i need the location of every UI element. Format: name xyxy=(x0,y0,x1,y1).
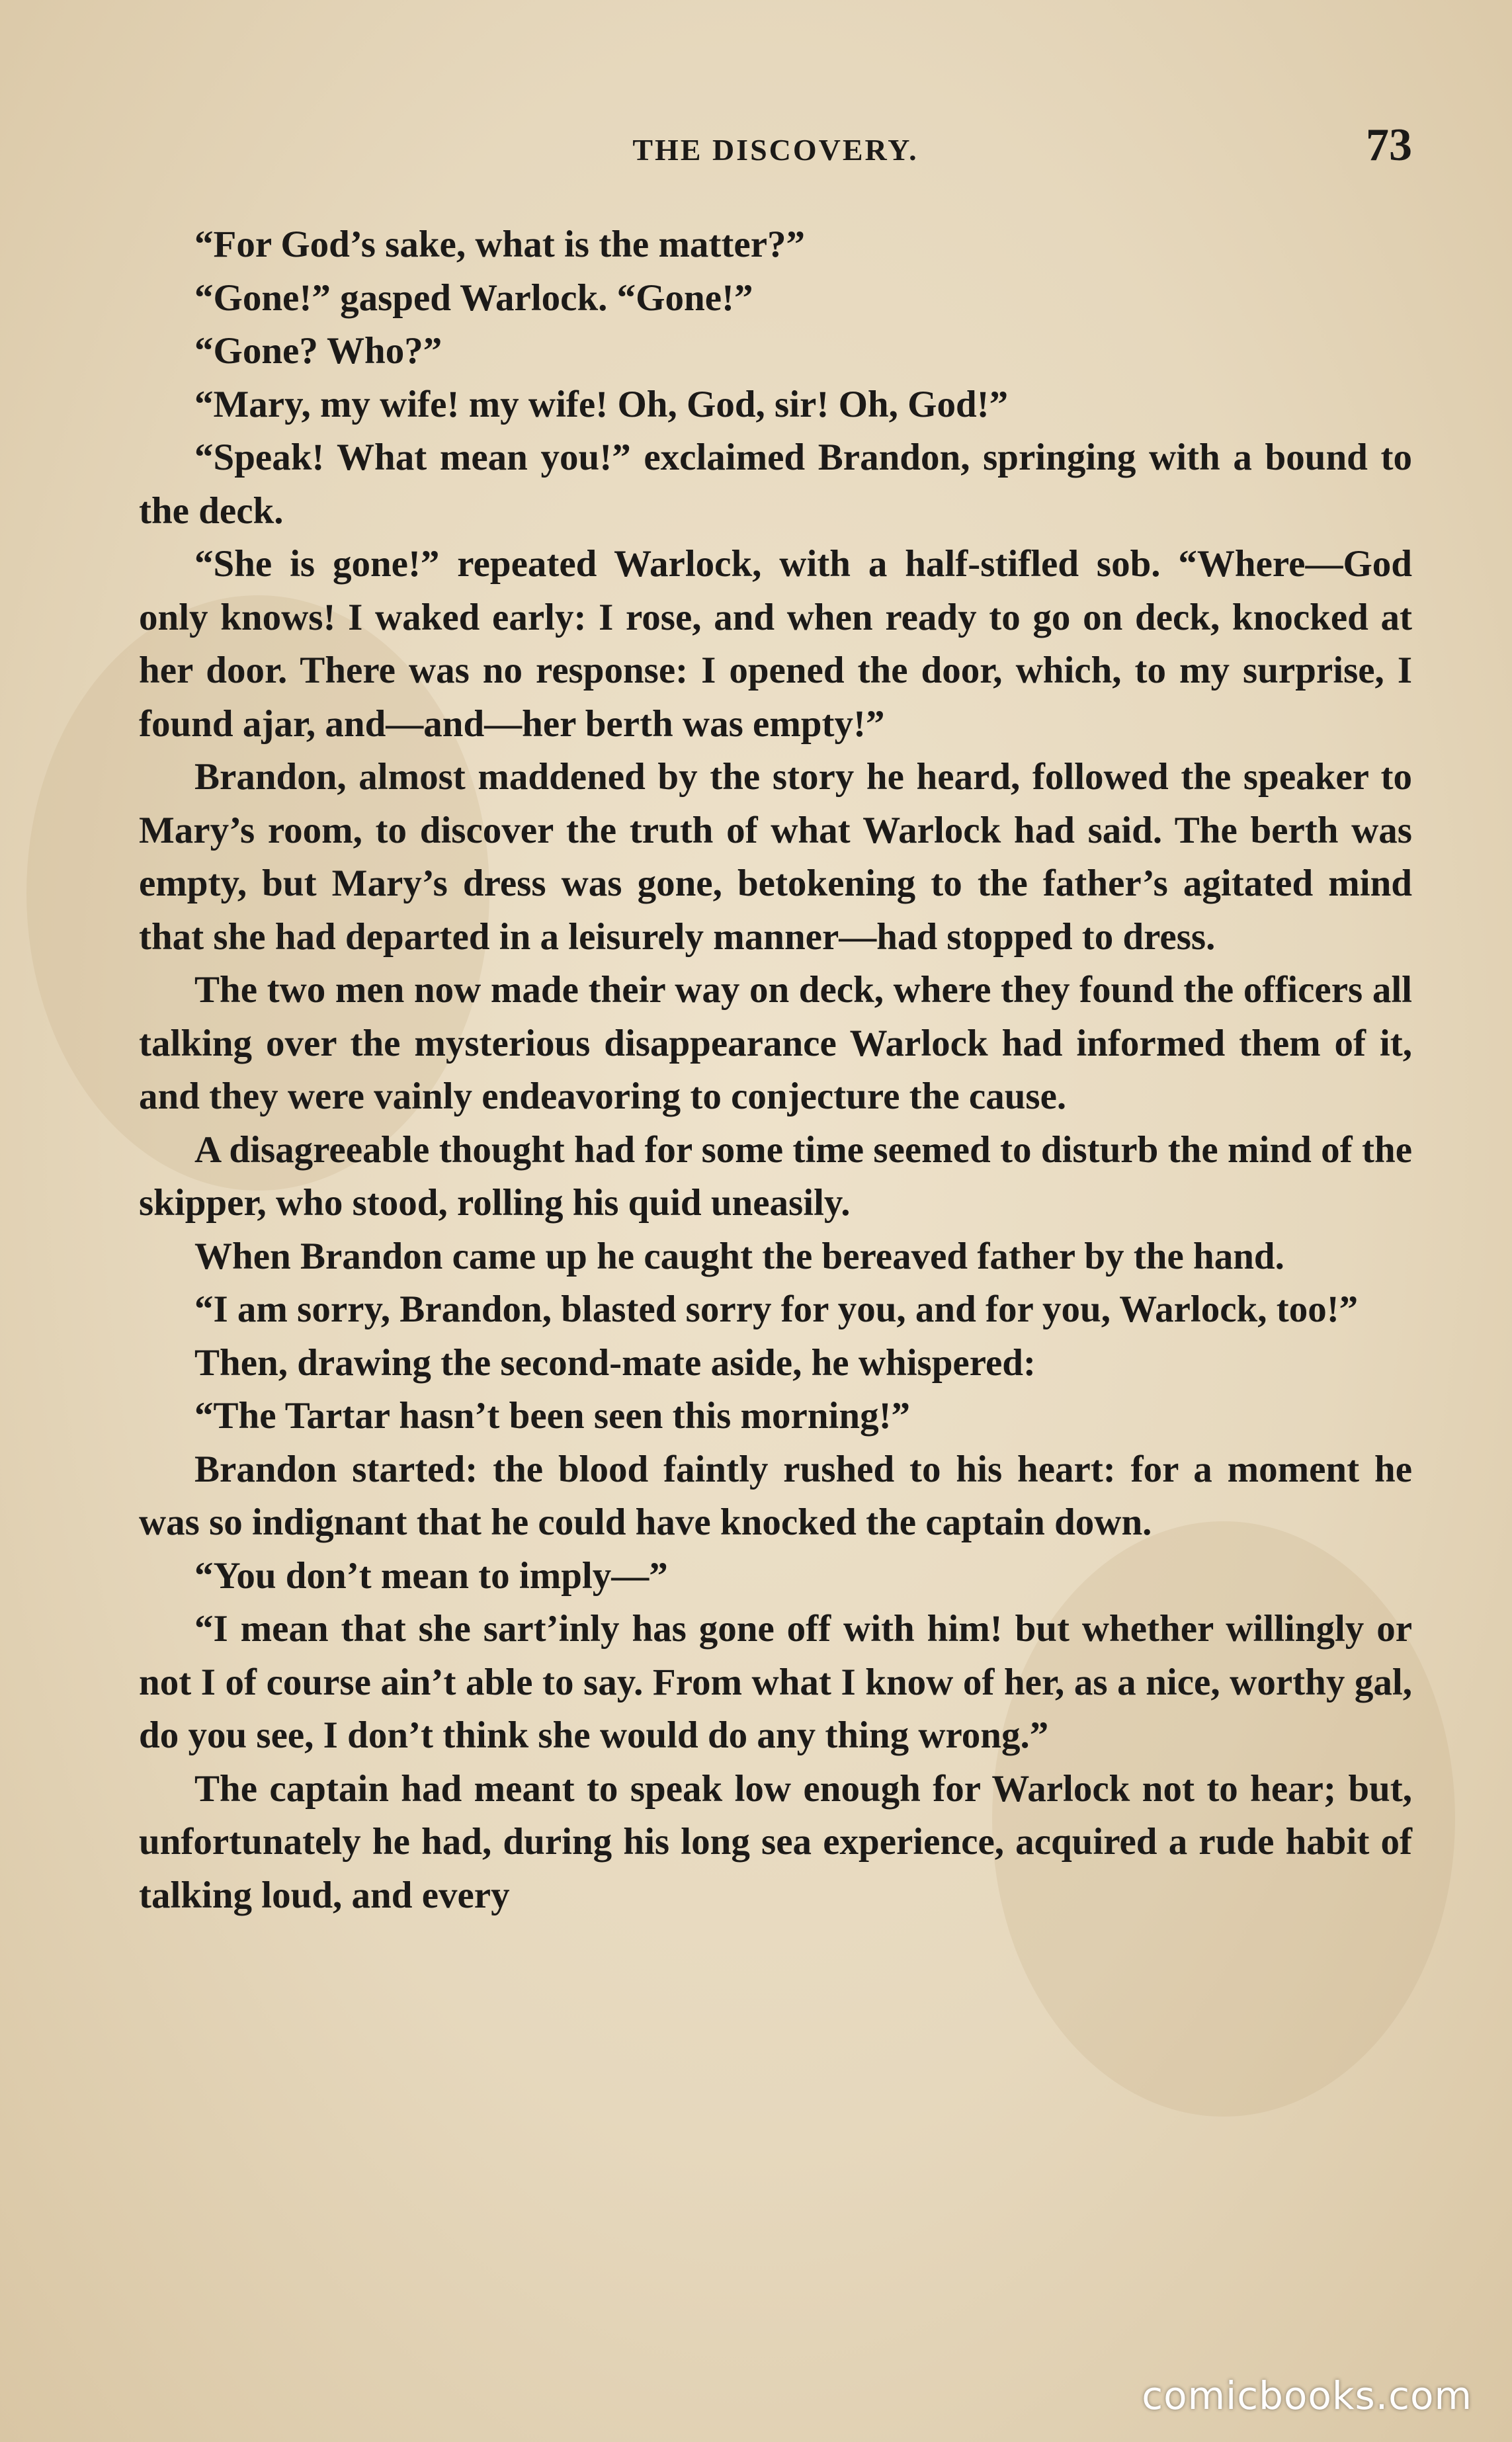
paragraph: “I mean that she sart’inly has gone off with him! but whether willingly or not I of course ain’t able to say. From what I know of her, as a nice, worthy gal, do you see, I don’t think she would do any thing wrong.” xyxy=(139,1608,1412,1756)
paragraph: “Speak! What mean you!” exclaimed Brandon, springing with a bound to the deck. xyxy=(139,437,1412,532)
paragraph: “The Tartar hasn’t been seen this morning!” xyxy=(194,1395,911,1437)
paragraph: The captain had meant to speak low enough for Warlock not to hear; but, unfortunately he had, during his long sea experience, acquired a rude habit of talking loud, and every xyxy=(139,1767,1412,1916)
paragraph: “You don’t mean to imply—” xyxy=(194,1554,668,1597)
paragraph: The two men now made their way on deck, where they found the officers all talking over the mysterious disappearance Warlock had informed them of it, and they were vainly endeavoring to conjecture the cause. xyxy=(139,969,1412,1117)
paragraph: Brandon, almost maddened by the story he heard, followed the speaker to Mary’s room, to discover the truth of what Warlock had said. The berth was empty, but Mary’s dress was gone, betokening to the father’s agitated mind that she had departed in a leisurely manner—had stopped to dress. xyxy=(139,756,1412,958)
paragraph: “Gone? Who?” xyxy=(194,330,442,372)
paragraph: “Mary, my wife! my wife! Oh, God, sir! Oh, God!” xyxy=(194,383,1009,425)
body-text xyxy=(139,218,1412,1922)
paragraph: “For God’s sake, what is the matter?” xyxy=(194,224,805,265)
paragraph: When Brandon came up he caught the bereaved father by the hand. xyxy=(194,1235,1284,1277)
page-number: 73 xyxy=(1366,120,1412,171)
paragraph: “She is gone!” repeated Warlock, with a half-stifled sob. “Where—God only knows! I waked early: I rose, and when ready to go on deck, knocked at her door. There was no response: I opened the door, which, to my surprise, I found ajar, and—and—her berth was empty!” xyxy=(139,543,1412,745)
paragraph: “Gone!” gasped Warlock. “Gone!” xyxy=(194,276,753,319)
running-title: THE DISCOVERY. xyxy=(632,133,919,167)
paragraph: “I am sorry, Brandon, blasted sorry for you, and for you, Warlock, too!” xyxy=(194,1288,1359,1330)
paragraph: Then, drawing the second-mate aside, he whispered: xyxy=(194,1341,1036,1384)
paragraph: A disagreeable thought had for some time seemed to disturb the mind of the skipper, who stood, rolling his quid uneasily. xyxy=(139,1128,1412,1224)
watermark: comicbooks.com xyxy=(1142,2373,1472,2418)
page-header xyxy=(139,119,1412,179)
paragraph: Brandon started: the blood faintly rushed to his heart: for a moment he was so indignant that he could have knocked the captain down. xyxy=(139,1448,1412,1543)
